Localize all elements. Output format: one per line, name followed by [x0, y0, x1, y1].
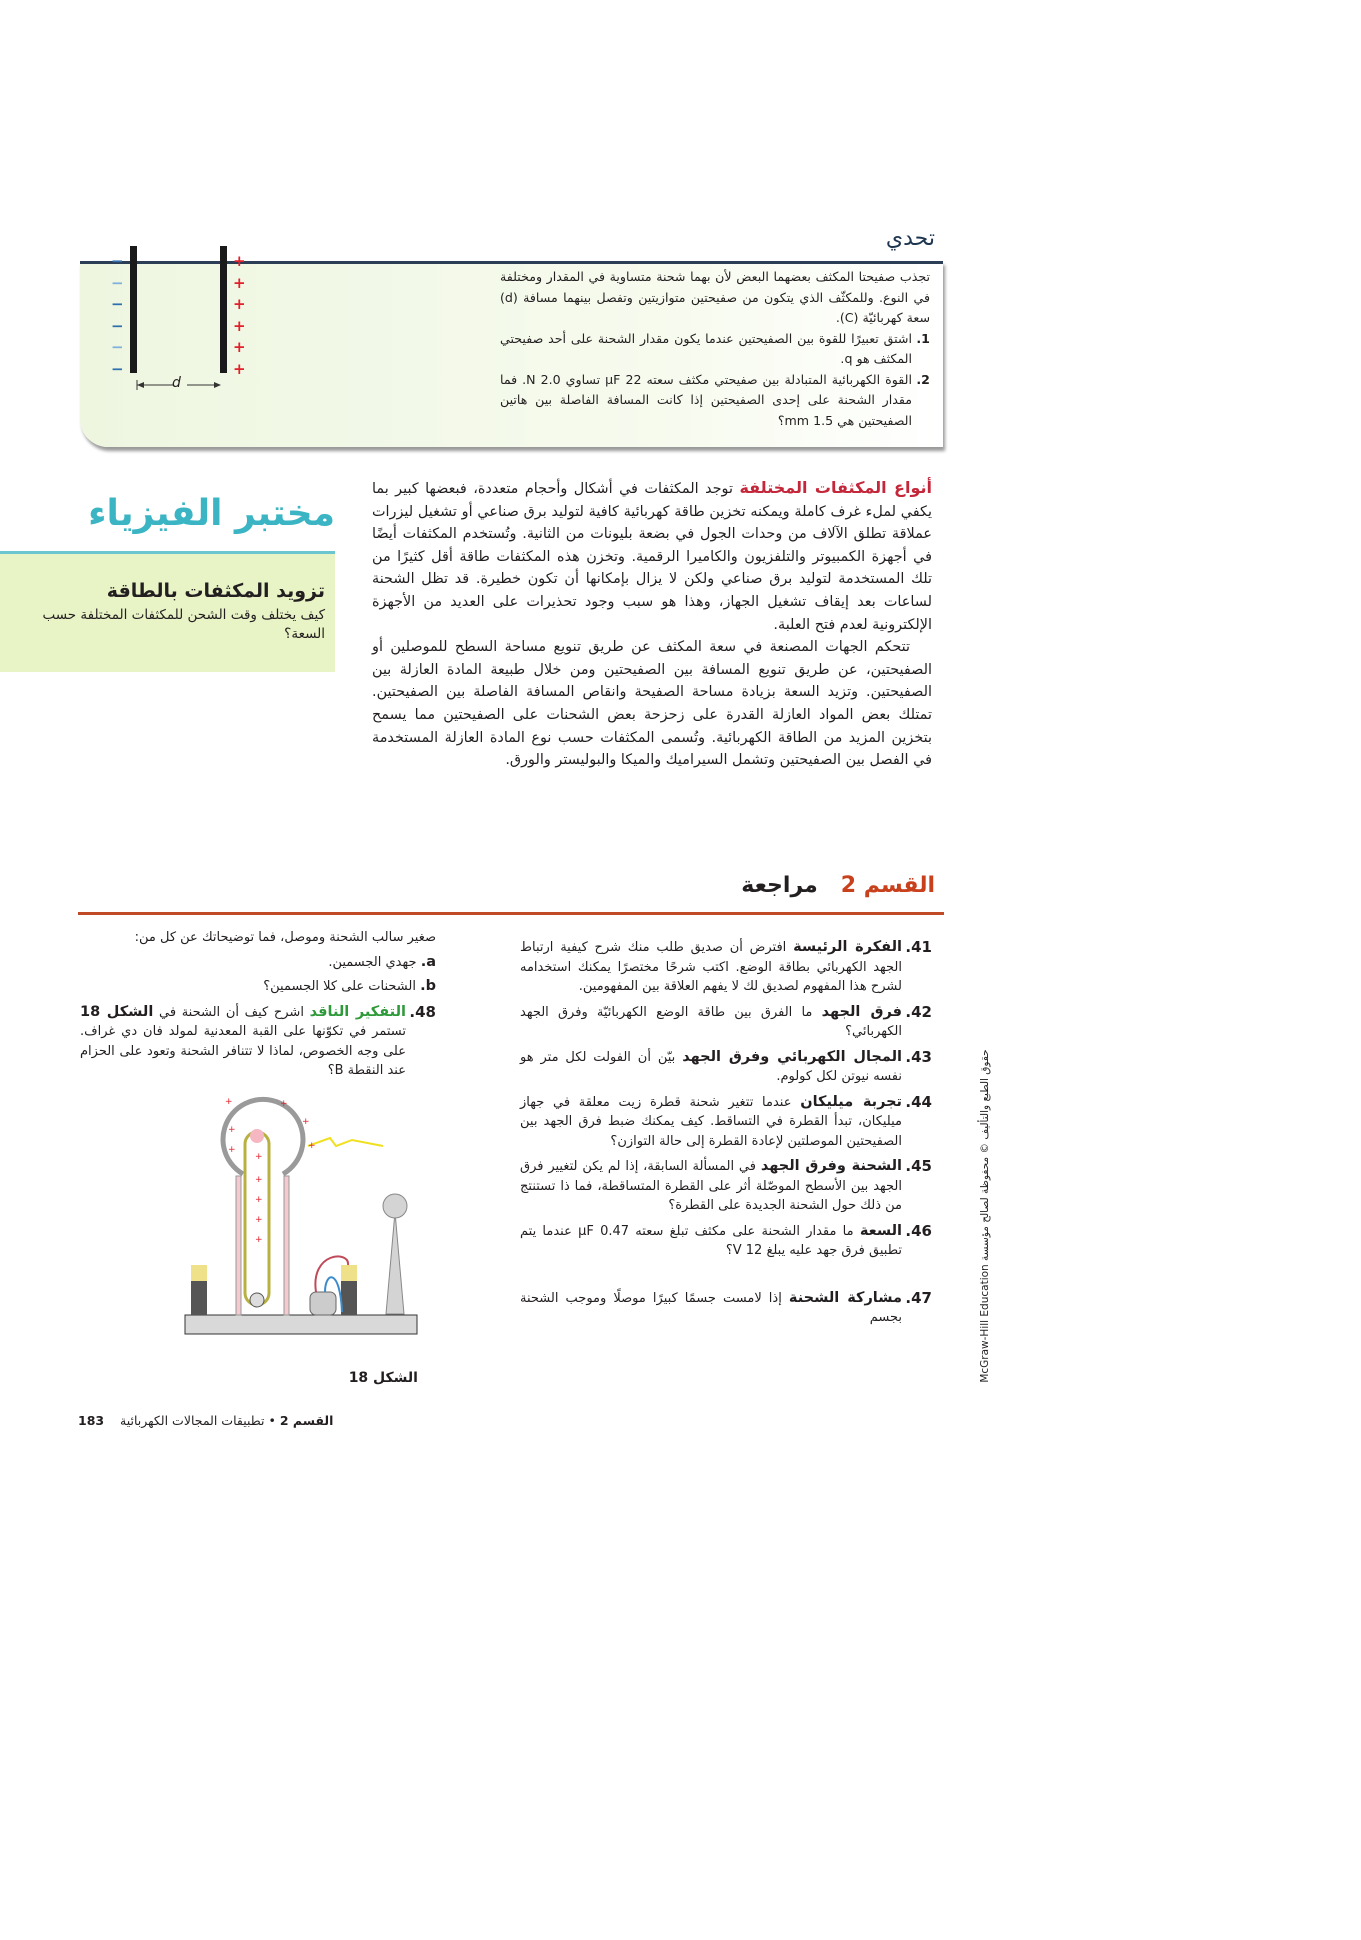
- body-lead-heading: أنواع المكثفات المختلفة: [739, 478, 932, 497]
- question-topic: مشاركة الشحنة: [788, 1289, 902, 1306]
- battery-top: [191, 1265, 207, 1281]
- question-text: بيّن أن الفولت لكل متر هو نفسه نيوتن لكل كولوم.: [520, 1049, 902, 1084]
- page-number: 183: [78, 1413, 105, 1428]
- positive-charge: +: [233, 360, 246, 378]
- challenge-intro: تجذب صفيحتا المكثف بعضهما البعض لأن بهما شحنة متساوية في المقدار ومختلفة في النوع. وللمكثّف الذي يتكون من صفيحتين متوازيتين وتفصل بينهما مسافة (d) سعة كهربائيّة (C).: [500, 269, 930, 325]
- question-text: ما الفرق بين طاقة الوضع الكهربائيّة وفرق الجهد الكهربائي؟: [520, 1004, 902, 1039]
- question-number: 48.: [409, 1002, 436, 1021]
- review-question: [520, 1157, 932, 1216]
- svg-text:+: +: [255, 1235, 263, 1245]
- motor: [310, 1292, 336, 1315]
- discharge-tower: [386, 1212, 404, 1314]
- review-question-48: [80, 1002, 436, 1081]
- review-question: [520, 1092, 932, 1152]
- question-topic: التفكير الناقد: [309, 1003, 406, 1020]
- lower-roller: [250, 1293, 264, 1307]
- review-divider: [78, 912, 944, 915]
- discharge-sphere: [383, 1194, 407, 1218]
- part-label: b.: [420, 978, 436, 994]
- positive-plate: [220, 246, 227, 373]
- part-text: الشحنات على كلا الجسمين؟: [263, 979, 416, 994]
- negative-plate: [130, 246, 137, 373]
- question-text: افترض أن صديق طلب منك شرح كيفية ارتباط الجهد الكهربائي بطاقة الوضع. اكتب شرحًا مختصرًا يمكنك استخدامه لشرح هذا المفهوم لصديق لك لا يفهم العلاقة بين المفهومين.: [520, 940, 902, 994]
- question-text: إذا لامست جسمًا كبيرًا موصلًا وموجب الشحنة بجسم: [520, 1290, 902, 1325]
- question-text: اشرح كيف أن الشحنة في: [158, 1004, 304, 1020]
- svg-text:+: +: [280, 1099, 288, 1109]
- positive-charge: +: [233, 338, 246, 356]
- question-number: 42.: [905, 1002, 932, 1021]
- copyright-notice: حقوق الطبع والتأليف © محفوظة لصالح مؤسسة McGraw-Hill Education: [979, 1049, 991, 1383]
- challenge-question: 2. القوة الكهربائية المتبادلة بين صفيحتي مكثف سعته 22 μF تساوي 2.0 N. فما مقدار الشحنة على إحدى الصفيحتين إذا كانت المسافة الفاصلة بين هاتين الصفيحتين هي 1.5 mm؟: [500, 370, 912, 432]
- footer-chapter-title: تطبيقات المجالات الكهربائية: [120, 1413, 265, 1428]
- review-question: [520, 1047, 932, 1087]
- positive-charge: +: [233, 252, 246, 270]
- question-topic: فرق الجهد: [821, 1003, 902, 1020]
- question-text: ما مقدار الشحنة على مكثف تبلغ سعته 0.47 μF عندما يتم تطبيق فرق جهد عليه يبلغ 12 V؟: [520, 1223, 902, 1258]
- question-number: 43.: [905, 1047, 932, 1066]
- svg-text:+: +: [228, 1125, 236, 1135]
- spark: [308, 1138, 383, 1146]
- question-number: 47.: [905, 1288, 932, 1307]
- challenge-title: تحدي: [885, 226, 935, 251]
- question-text: عندما تتغير شحنة قطرة زيت معلقة في جهاز ميليكان، تبدأ القطرة في التساقط. كيف يمكنك ضبط فرق الجهد بين الصفيحتين الموصلتين لإعادة القطرة إلى حالة التوازن؟: [520, 1094, 902, 1149]
- svg-text:+: +: [255, 1195, 263, 1205]
- review-question: [520, 938, 932, 997]
- positive-charge: +: [233, 274, 246, 292]
- review-heading: مراجعة: [741, 873, 818, 898]
- part-text: جهدي الجسمين.: [328, 954, 417, 970]
- page-footer: [78, 1413, 378, 1428]
- svg-text:+: +: [255, 1175, 263, 1185]
- question-number: 41.: [905, 938, 932, 956]
- lab-heading: تزويد المكثفات بالطاقة: [106, 580, 325, 602]
- column-left: [236, 1176, 241, 1315]
- part-label: a.: [420, 953, 436, 970]
- negative-charge: −: [111, 338, 124, 356]
- review-question: [520, 1221, 932, 1261]
- section-number: 2: [840, 873, 857, 898]
- body-paragraph: توجد المكثفات في أشكال وأحجام متعددة، فبعضها كبير بما يكفي لملء غرف كاملة ويمكنه تخزين طاقة كهربائية كافية لتوليد برق صناعي أو تشغيل ليزرات عملاقة تطلق الآلاف من وحدات الجول في بضعة بليونات من الثانية. وتُستخدم المكثفات أيضًا في أجهزة الكمبيوتر والتلفزيون والكاميرا الرقمية. وتخزن هذه المكثفات طاقة أقل كثيرًا من تلك المستخدمة لتوليد برق صناعي ولكن لا يزال بإمكانها أن تكون خطيرة. قد تظل الشحنة لساعات بعد إيقاف تشغيل الجهاز، وهذا هو سبب وجود تحذيرات على العديد من الأجهزة الإلكترونية لعدم فتح العلبة.: [372, 481, 932, 633]
- question-topic: السعة: [859, 1222, 903, 1239]
- base: [185, 1315, 417, 1334]
- review-questions-right: [520, 938, 932, 1334]
- review-title: [600, 873, 935, 898]
- question-topic: المجال الكهربائي وفرق الجهد: [682, 1048, 902, 1065]
- q47-continued: صغير سالب الشحنة وموصل، فما توضيحاتك عن كل من:: [134, 930, 436, 945]
- question-text: تستمر في تكوّنها على القبة المعدنية لمولد فان دي غراف. على وجه الخصوص، لماذا لا تتنافر الشحنة وتعود على الحزام عند النقطة B؟: [80, 1024, 406, 1078]
- positive-charge: +: [233, 295, 246, 313]
- section-word: القسم: [863, 873, 935, 898]
- negative-charge: −: [111, 295, 124, 313]
- question-number: 46.: [905, 1221, 932, 1240]
- distance-label: d: [172, 375, 181, 391]
- svg-text:+: +: [302, 1117, 310, 1127]
- question-topic: الفكرة الرئيسة: [793, 939, 902, 955]
- negative-charge: −: [111, 274, 124, 292]
- negative-charge: −: [111, 252, 124, 270]
- svg-text:+: +: [225, 1097, 233, 1107]
- negative-charge: −: [111, 317, 124, 335]
- figure-caption: الشكل 18: [348, 1370, 418, 1386]
- svg-text:+: +: [255, 1152, 263, 1162]
- question-number: 44.: [905, 1092, 932, 1111]
- figure-reference: الشكل 18: [80, 1003, 154, 1020]
- svg-text:+: +: [255, 1215, 263, 1225]
- negative-charge: −: [111, 360, 124, 378]
- van-de-graaff-figure: [180, 1092, 430, 1347]
- review-question: [520, 1002, 932, 1042]
- lab-question: كيف يختلف وقت الشحن للمكثفات المختلفة حسب السعة؟: [42, 607, 325, 642]
- body-paragraph: تتحكم الجهات المصنعة في سعة المكثف عن طريق تنويع مساحة السطح للموصلين أو الصفيحتين، عن طريق تنويع المسافة بين الصفيحتين ومن خلال طبيعة المادة العازلة بين الصفيحتين. وتزيد السعة بزيادة مساحة الصفيحة وانقاص المسافة الفاصلة بين الصفيحتين. تمتلك بعض المواد العازلة القدرة على زحزحة بعض الشحنات على الصفيحتين مما يسمح بتخزين المزيد من الطاقة الكهربائية. وتُسمى المكثفات حسب نوع المادة العازلة المستخدمة في الفصل بين الصفيحتين وتشمل السيراميك والميكا والبوليستر والورق.: [372, 639, 932, 769]
- lab-title: مختبر الفيزياء: [88, 493, 335, 534]
- question-text: في المسألة السابقة، إذا لم يكن لتغيير فرق الجهد بين الأسطح الموصّلة أثر على القطرة المتساقطة، فما ذا تستنتج من ذلك حول الشحنة الجديدة على القطرة؟: [520, 1159, 902, 1213]
- svg-text:+: +: [308, 1141, 316, 1151]
- question-topic: الشحنة وفرق الجهد: [760, 1158, 902, 1174]
- question-number: 45.: [905, 1157, 932, 1175]
- battery-top: [341, 1265, 357, 1281]
- svg-text:+: +: [228, 1145, 236, 1155]
- positive-charge: +: [233, 317, 246, 335]
- challenge-question: 1. اشتق تعبيرًا للقوة بين الصفيحتين عندما يكون مقدار الشحنة على أحد صفيحتي المكثف هو q.: [500, 329, 912, 370]
- bullet: •: [268, 1413, 276, 1428]
- footer-section: القسم 2: [279, 1413, 334, 1428]
- upper-roller: [250, 1129, 264, 1143]
- challenge-text: [500, 267, 930, 431]
- review-questions-left: [80, 928, 436, 1087]
- question-topic: تجربة ميليكان: [800, 1093, 902, 1110]
- review-question: [520, 1288, 932, 1328]
- column-right: [284, 1176, 289, 1315]
- body-text: [372, 477, 932, 772]
